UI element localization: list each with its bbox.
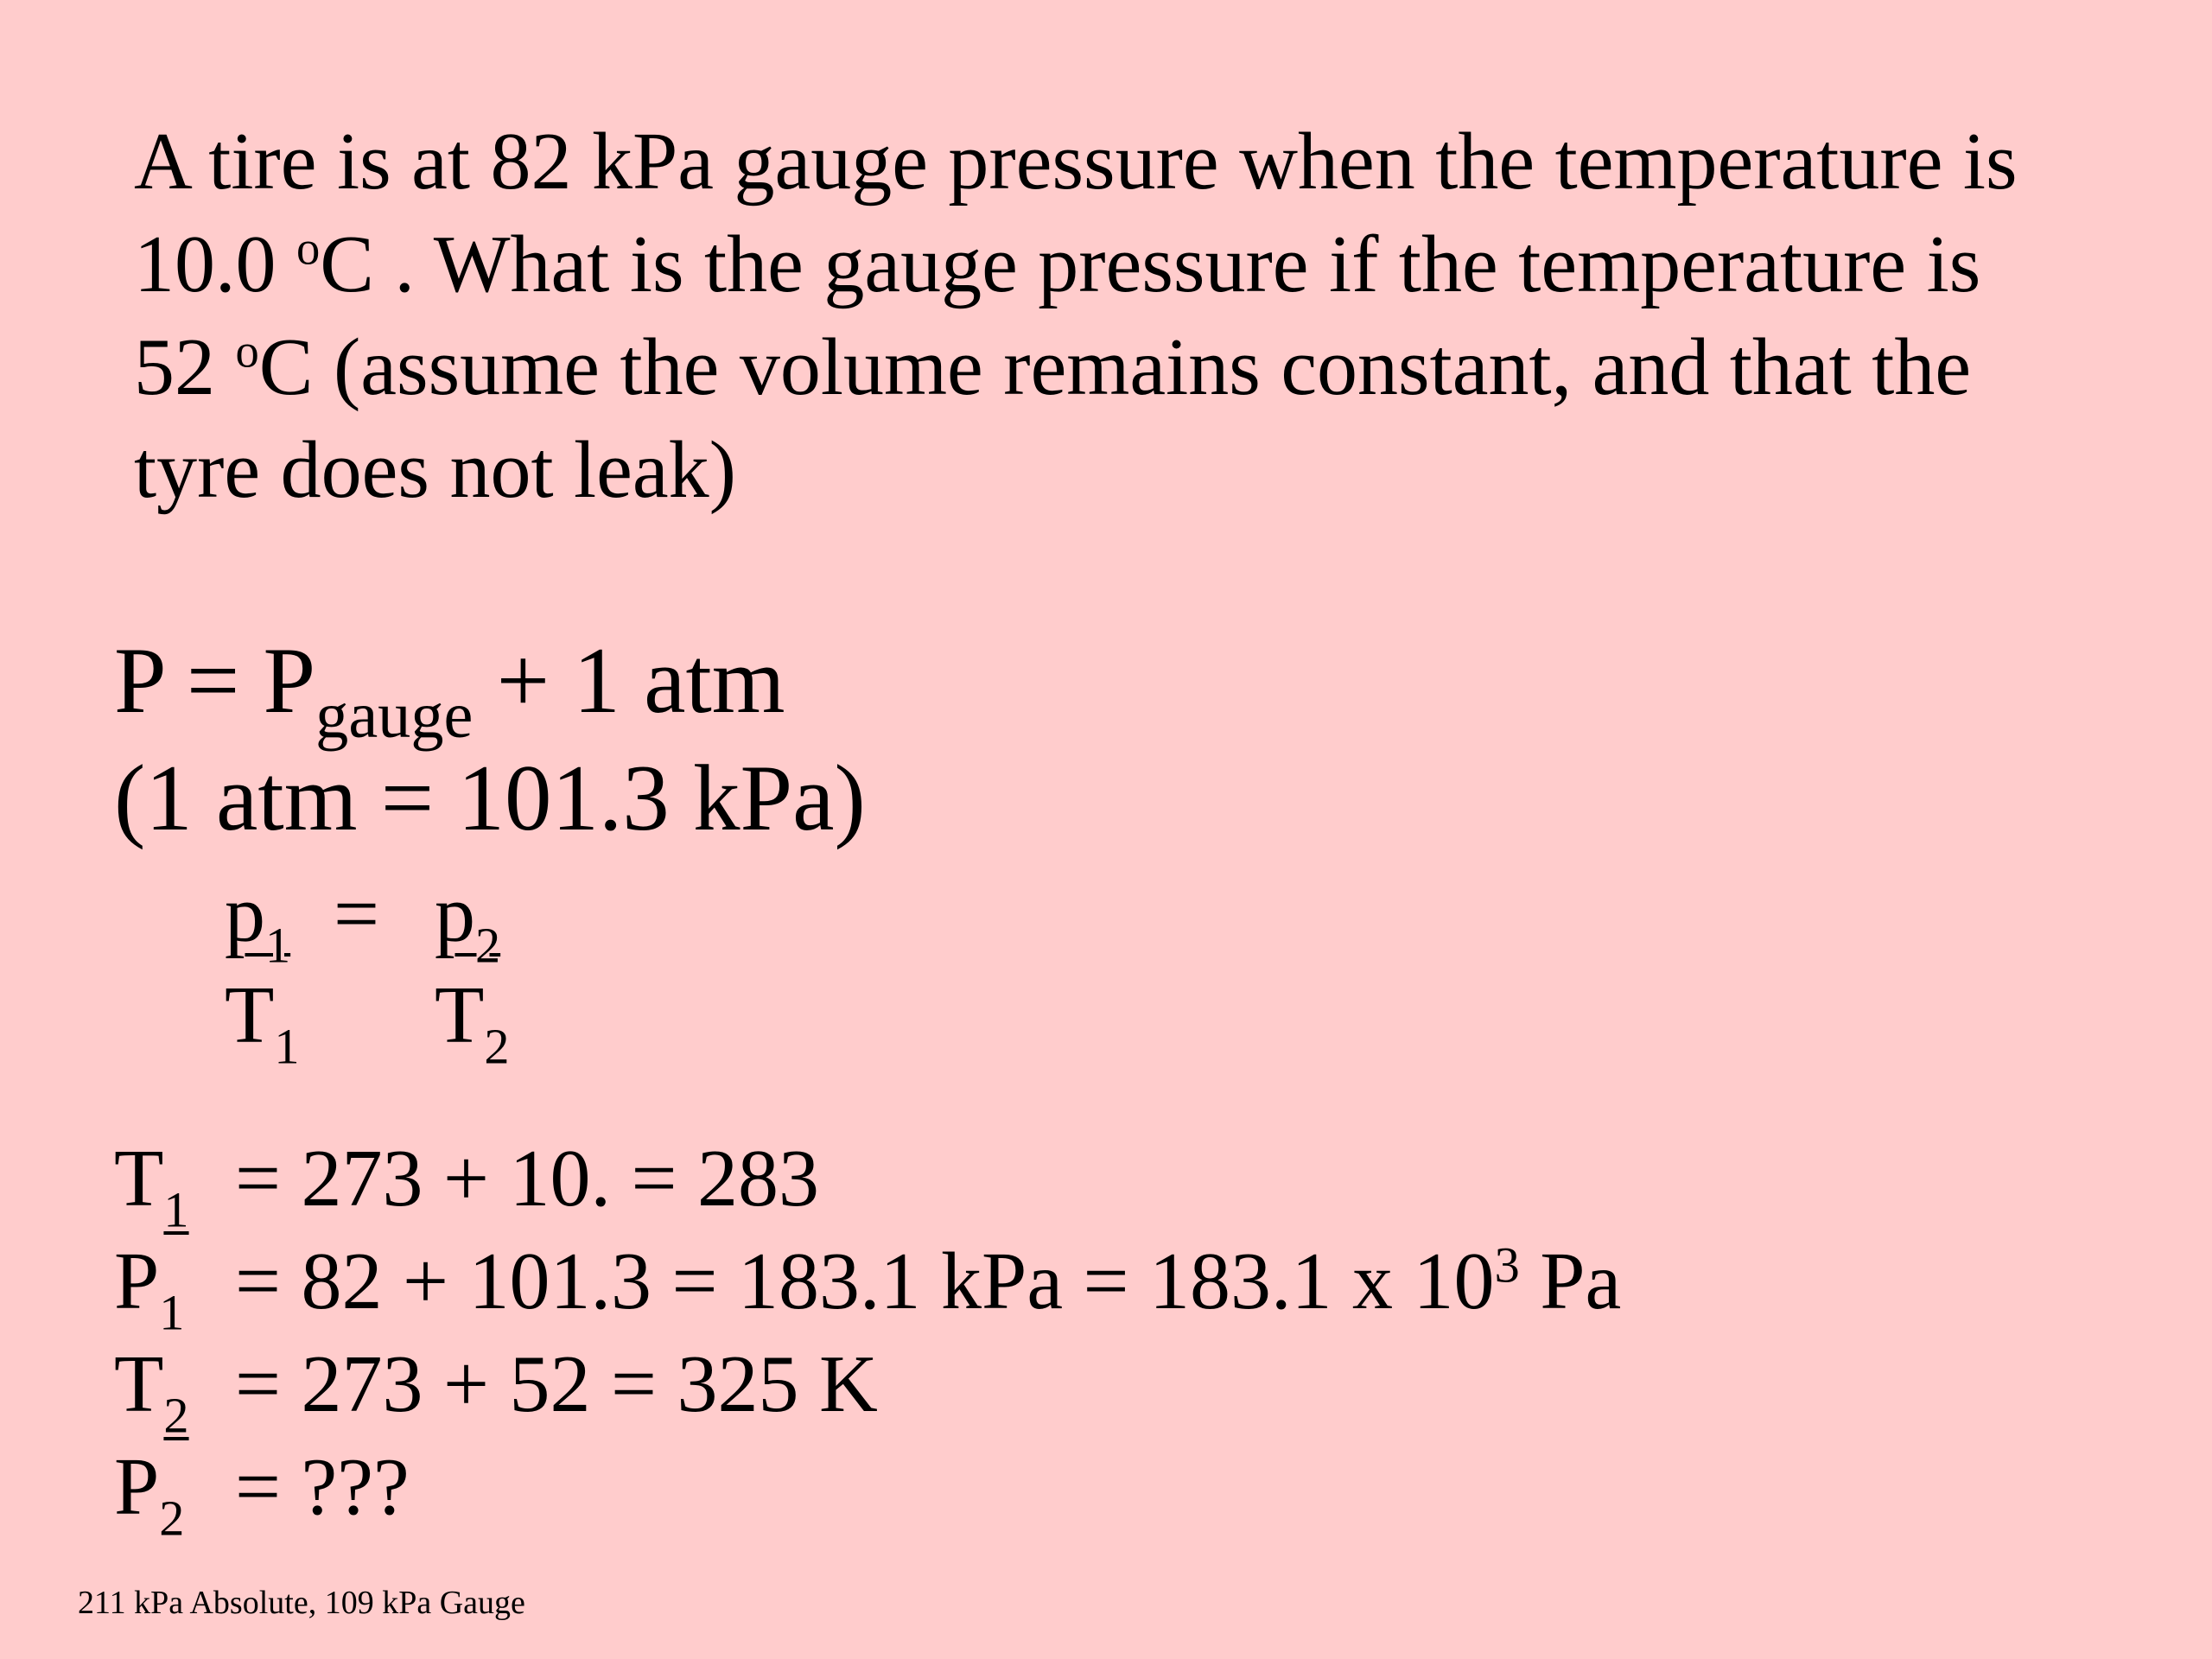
pressure-formula bbox=[114, 622, 866, 857]
p1-numerator bbox=[225, 864, 291, 974]
gauge-subscript: gauge bbox=[315, 677, 474, 752]
t1-base: T bbox=[225, 970, 275, 1060]
p2-sub: 2 bbox=[159, 1490, 185, 1547]
p1-base: p bbox=[225, 869, 265, 959]
p1-symbol bbox=[114, 1230, 185, 1341]
t1-sub: 1 bbox=[163, 1181, 189, 1238]
t2-sub: 2 bbox=[163, 1387, 189, 1444]
p1-exponent: 3 bbox=[1494, 1236, 1520, 1294]
problem-statement bbox=[134, 111, 2147, 522]
answer-footnote: 211 kPa Absolute, 109 kPa Gauge bbox=[78, 1585, 525, 1621]
p2-subscript: 2 bbox=[475, 917, 501, 974]
degree-symbol: o bbox=[235, 324, 259, 378]
problem-line-3-end: C (assume the volume remains constant, and that the bbox=[258, 322, 1972, 412]
p-equals: P = P bbox=[114, 628, 316, 733]
t1-symbol bbox=[114, 1128, 189, 1238]
p2-letter: P bbox=[114, 1442, 160, 1532]
p2-expression: = ??? bbox=[235, 1442, 410, 1532]
absolute-pressure-equation bbox=[114, 622, 866, 752]
t2-denominator bbox=[435, 965, 510, 1075]
t2-symbol bbox=[114, 1333, 189, 1444]
atm-definition: (1 atm = 101.3 kPa) bbox=[114, 746, 866, 850]
t1-expression: = 273 + 10. = 283 bbox=[235, 1134, 820, 1224]
p1-sub: 1 bbox=[159, 1284, 185, 1341]
t1-subscript: 1 bbox=[274, 1018, 300, 1075]
t2-expression: = 273 + 52 = 325 K bbox=[235, 1339, 878, 1429]
t2-letter: T bbox=[114, 1339, 164, 1429]
problem-line-3 bbox=[134, 316, 2147, 419]
ratio-equals: = bbox=[334, 869, 380, 959]
problem-line-3-start: 52 bbox=[134, 322, 236, 412]
problem-line-2-start: 10.0 bbox=[134, 219, 296, 309]
plus-atm: + 1 atm bbox=[473, 628, 785, 733]
t2-subscript: 2 bbox=[484, 1018, 510, 1075]
p1-letter: P bbox=[114, 1236, 160, 1326]
p1-unit: Pa bbox=[1519, 1236, 1622, 1326]
t2-base: T bbox=[435, 970, 485, 1060]
problem-line-2 bbox=[134, 213, 2147, 316]
p2-base: p bbox=[435, 869, 475, 959]
problem-line-2-end: C . What is the gauge pressure if the temperature is bbox=[320, 219, 1981, 309]
t1-letter: T bbox=[114, 1134, 164, 1224]
problem-line-1: A tire is at 82 kPa gauge pressure when the temperature is bbox=[134, 117, 2018, 207]
p2-symbol bbox=[114, 1436, 185, 1547]
problem-line-4: tyre does not leak) bbox=[134, 425, 736, 515]
p1-expression bbox=[235, 1230, 1621, 1333]
p1-subscript: 1 bbox=[265, 917, 291, 974]
t1-denominator bbox=[225, 965, 300, 1075]
degree-symbol: o bbox=[296, 221, 321, 275]
p2-numerator bbox=[435, 864, 501, 974]
p1-expr-text: = 82 + 101.3 = 183.1 kPa = 183.1 x 10 bbox=[235, 1236, 1495, 1326]
